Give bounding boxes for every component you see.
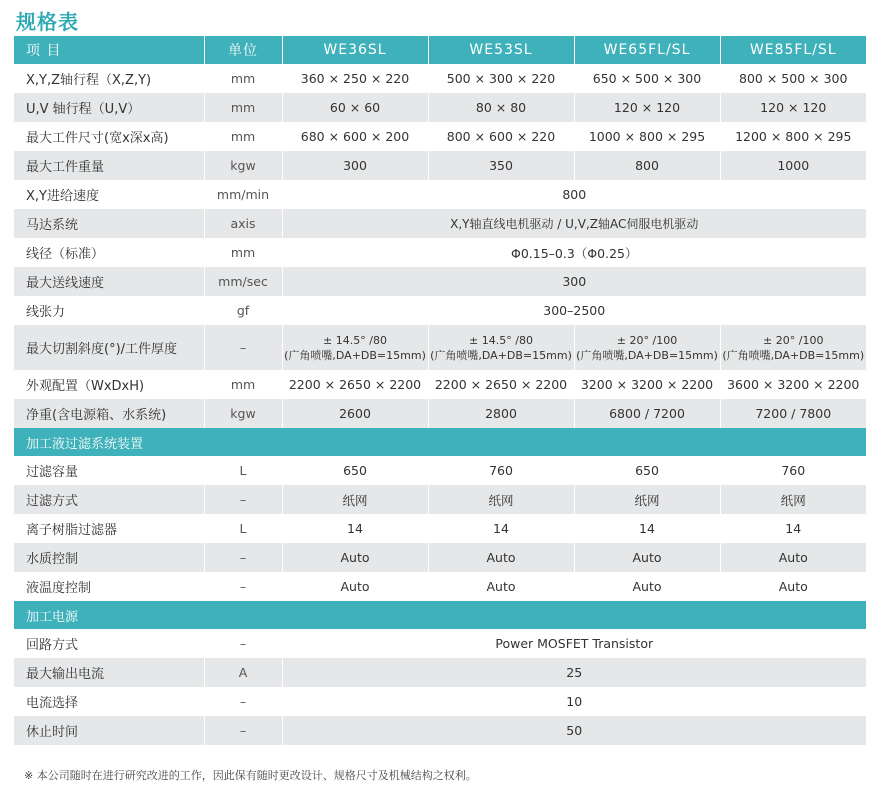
table-cell: 120 × 120 <box>574 93 720 122</box>
table-cell: 14 <box>574 514 720 543</box>
table-row <box>14 209 866 238</box>
row-unit: L <box>204 514 282 543</box>
row-unit: mm <box>204 122 282 151</box>
table-cell: 2800 <box>428 399 574 428</box>
table-row <box>14 485 866 514</box>
row-label: 最大工件重量 <box>14 151 204 180</box>
table-row <box>14 325 866 370</box>
angle-note: (广角喷嘴,DA+DB=15mm) <box>722 348 865 362</box>
row-unit: kgw <box>204 151 282 180</box>
row-label: 最大输出电流 <box>14 658 204 687</box>
table-cell-merged: 50 <box>282 716 866 745</box>
row-unit: mm/sec <box>204 267 282 296</box>
row-unit: mm <box>204 64 282 93</box>
table-cell: Auto <box>574 543 720 572</box>
row-label: 线径（标准） <box>14 238 204 267</box>
table-cell: 300 <box>282 151 428 180</box>
angle-value: ± 20° /100 <box>616 333 678 347</box>
table-cell: 2200 × 2650 × 2200 <box>282 370 428 399</box>
row-label: 外观配置（WxDxH) <box>14 370 204 399</box>
table-cell: 2200 × 2650 × 2200 <box>428 370 574 399</box>
row-label: 最大切割斜度(°)/工件厚度 <box>14 325 204 370</box>
table-row <box>14 370 866 399</box>
angle-value: ± 20° /100 <box>763 333 824 347</box>
angle-note: (广角喷嘴,DA+DB=15mm) <box>576 348 718 362</box>
table-row <box>14 64 866 93</box>
table-cell: 680 × 600 × 200 <box>282 122 428 151</box>
table-cell <box>574 325 720 370</box>
angle-note: (广角喷嘴,DA+DB=15mm) <box>284 348 426 362</box>
table-cell: 纸网 <box>428 485 574 514</box>
table-cell <box>428 325 574 370</box>
row-label: U,V 轴行程（U,V） <box>14 93 204 122</box>
row-label: 过滤容量 <box>14 456 204 485</box>
table-row <box>14 93 866 122</box>
row-label: 水质控制 <box>14 543 204 572</box>
table-row <box>14 629 866 658</box>
table-cell: 6800 / 7200 <box>574 399 720 428</box>
table-row <box>14 238 866 267</box>
table-cell: 800 × 500 × 300 <box>720 64 866 93</box>
row-label: 过滤方式 <box>14 485 204 514</box>
table-cell: 350 <box>428 151 574 180</box>
row-label: 最大送线速度 <box>14 267 204 296</box>
table-cell: 60 × 60 <box>282 93 428 122</box>
table-cell: 2600 <box>282 399 428 428</box>
table-cell: Auto <box>428 543 574 572</box>
table-cell: 80 × 80 <box>428 93 574 122</box>
table-cell: 14 <box>428 514 574 543</box>
table-header-row <box>14 36 866 64</box>
table-cell: 纸网 <box>282 485 428 514</box>
table-row <box>14 399 866 428</box>
row-label: 线张力 <box>14 296 204 325</box>
table-cell-merged: 25 <box>282 658 866 687</box>
table-cell: 3200 × 3200 × 2200 <box>574 370 720 399</box>
table-row <box>14 716 866 745</box>
table-cell-merged: 300 <box>282 267 866 296</box>
row-label: 离子树脂过滤器 <box>14 514 204 543</box>
table-row <box>14 296 866 325</box>
table-cell: Auto <box>428 572 574 601</box>
angle-value: ± 14.5° /80 <box>469 333 533 347</box>
table-cell: 纸网 <box>720 485 866 514</box>
table-cell: 3600 × 3200 × 2200 <box>720 370 866 399</box>
column-header: WE36SL <box>282 36 428 64</box>
table-row <box>14 572 866 601</box>
row-unit: A <box>204 658 282 687</box>
spec-table <box>14 36 866 745</box>
table-cell-merged: 800 <box>282 180 866 209</box>
row-label: 回路方式 <box>14 629 204 658</box>
angle-note: (广角喷嘴,DA+DB=15mm) <box>430 348 572 362</box>
row-label: 最大工件尺寸(宽x深x高) <box>14 122 204 151</box>
table-cell: 1000 × 800 × 295 <box>574 122 720 151</box>
table-cell: 760 <box>720 456 866 485</box>
row-unit: – <box>204 485 282 514</box>
row-unit: mm/min <box>204 180 282 209</box>
table-cell: Auto <box>574 572 720 601</box>
row-unit: – <box>204 716 282 745</box>
table-cell: Auto <box>720 543 866 572</box>
table-cell-merged: Power MOSFET Transistor <box>282 629 866 658</box>
row-label: X,Y,Z轴行程（X,Z,Y) <box>14 64 204 93</box>
table-cell: 14 <box>282 514 428 543</box>
row-unit: mm <box>204 238 282 267</box>
table-cell <box>282 325 428 370</box>
table-row <box>14 514 866 543</box>
section-header-filter <box>14 428 866 456</box>
row-unit: mm <box>204 93 282 122</box>
column-header: 单位 <box>204 36 282 64</box>
table-cell-merged: X,Y轴直线电机驱动 / U,V,Z轴AC伺服电机驱动 <box>282 209 866 238</box>
table-cell <box>720 325 866 370</box>
table-cell: 800 <box>574 151 720 180</box>
row-unit: axis <box>204 209 282 238</box>
table-row <box>14 151 866 180</box>
row-unit: kgw <box>204 399 282 428</box>
row-unit: – <box>204 543 282 572</box>
table-cell: Auto <box>720 572 866 601</box>
table-row <box>14 267 866 296</box>
table-cell-merged: 300–2500 <box>282 296 866 325</box>
table-cell: Auto <box>282 572 428 601</box>
row-label: X,Y进给速度 <box>14 180 204 209</box>
row-label: 马达系统 <box>14 209 204 238</box>
row-unit: L <box>204 456 282 485</box>
column-header: WE85FL/SL <box>720 36 866 64</box>
row-unit: – <box>204 629 282 658</box>
row-label: 休止时间 <box>14 716 204 745</box>
footnote: ※ 本公司随时在进行研究改进的工作，因此保有随时更改设计、规格尺寸及机械结构之权利。 <box>24 769 477 782</box>
table-cell: Auto <box>282 543 428 572</box>
table-cell: 120 × 120 <box>720 93 866 122</box>
column-header: WE65FL/SL <box>574 36 720 64</box>
table-row <box>14 687 866 716</box>
table-cell-merged: 10 <box>282 687 866 716</box>
table-cell: 360 × 250 × 220 <box>282 64 428 93</box>
table-row <box>14 122 866 151</box>
row-unit: – <box>204 325 282 370</box>
page-title: 规格表 <box>16 10 79 34</box>
table-cell: 800 × 600 × 220 <box>428 122 574 151</box>
table-cell: 纸网 <box>574 485 720 514</box>
row-unit: – <box>204 687 282 716</box>
section-title: 加工电源 <box>14 601 866 629</box>
table-row <box>14 456 866 485</box>
table-row <box>14 658 866 687</box>
table-row <box>14 180 866 209</box>
table-row <box>14 543 866 572</box>
table-cell: 14 <box>720 514 866 543</box>
table-cell: 500 × 300 × 220 <box>428 64 574 93</box>
angle-value: ± 14.5° /80 <box>323 333 387 347</box>
column-header: WE53SL <box>428 36 574 64</box>
table-cell: 7200 / 7800 <box>720 399 866 428</box>
table-cell: 1200 × 800 × 295 <box>720 122 866 151</box>
row-label: 净重(含电源箱、水系统) <box>14 399 204 428</box>
row-unit: – <box>204 572 282 601</box>
row-unit: mm <box>204 370 282 399</box>
table-cell-merged: Φ0.15–0.3（Φ0.25） <box>282 238 866 267</box>
table-cell: 1000 <box>720 151 866 180</box>
column-header: 项 目 <box>14 36 204 64</box>
table-cell: 650 × 500 × 300 <box>574 64 720 93</box>
row-unit: gf <box>204 296 282 325</box>
table-cell: 760 <box>428 456 574 485</box>
section-title: 加工液过滤系统装置 <box>14 428 866 456</box>
table-cell: 650 <box>282 456 428 485</box>
section-header-power <box>14 601 866 629</box>
row-label: 电流选择 <box>14 687 204 716</box>
table-cell: 650 <box>574 456 720 485</box>
row-label: 液温度控制 <box>14 572 204 601</box>
